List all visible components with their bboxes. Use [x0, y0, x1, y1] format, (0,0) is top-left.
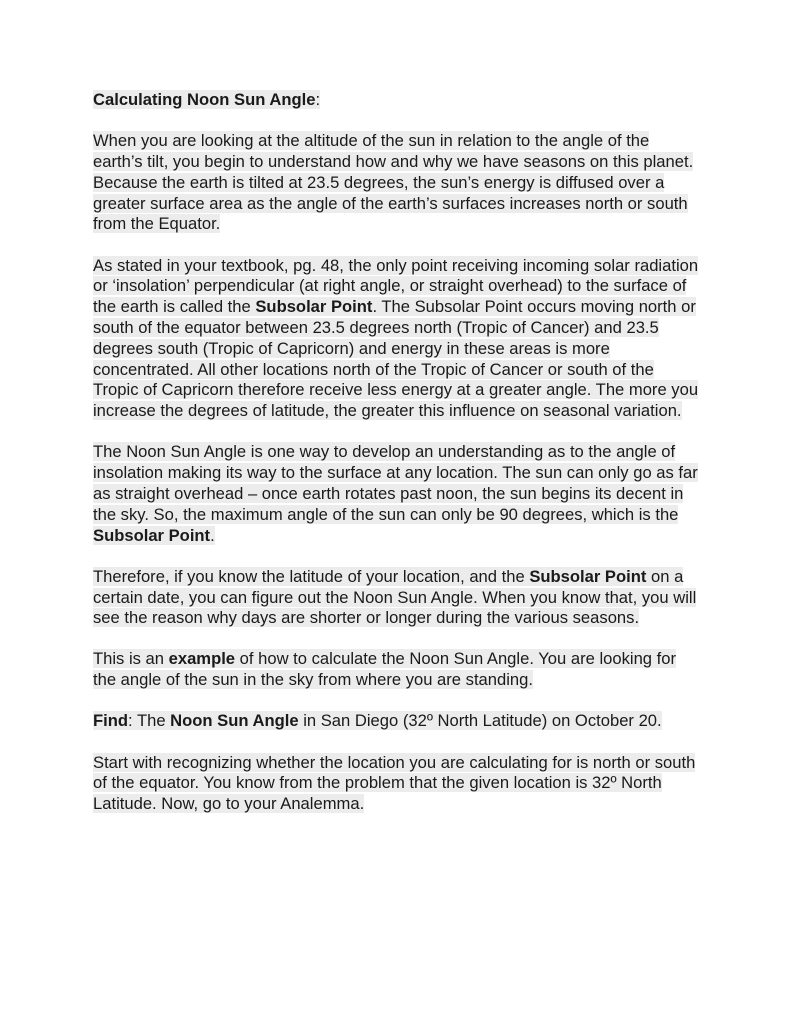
paragraph-example-text-1: This is an [93, 649, 169, 669]
document-page [93, 90, 701, 835]
paragraph-subsolar-point-text-1: As stated in your textbook, pg. 48, the only point receiving incoming solar radiation or ‘insolation’ perpendicular (at right angle, or straight overhead) to the surface of the earth is called the [93, 255, 699, 317]
paragraph-example [93, 649, 701, 691]
paragraph-find [93, 711, 701, 732]
example-term: example [168, 649, 236, 669]
paragraph-find-text-1: : The [128, 711, 171, 731]
heading-title: Calculating Noon Sun Angle [93, 90, 316, 109]
heading [93, 90, 701, 111]
paragraph-noon-sun-angle-text-2: . [210, 525, 215, 545]
find-label: Find [93, 711, 129, 731]
paragraph-latitude [93, 567, 701, 629]
paragraph-noon-sun-angle [93, 442, 701, 546]
paragraph-start-text: Start with recognizing whether the location you are calculating for is north or south of the equator. You know from the problem that the given location is 32º North Latitude. Now, go to your Analemma. [93, 752, 696, 814]
paragraph-start [93, 753, 701, 815]
paragraph-earth-tilt [93, 131, 701, 235]
paragraph-example-text-2: of how to calculate the Noon Sun Angle. You are looking for the angle of the sun in the sky from where you are standing. [93, 649, 677, 690]
paragraph-latitude-text-2: on a certain date, you can figure out the Noon Sun Angle. When you know that, you will see the reason why days are shorter or longer during the various seasons. [93, 566, 697, 628]
subsolar-point-term: Subsolar Point [255, 297, 373, 317]
noon-sun-angle-term: Noon Sun Angle [170, 711, 299, 731]
paragraph-subsolar-point [93, 256, 701, 422]
paragraph-subsolar-point-text-2: . The Subsolar Point occurs moving north or south of the equator between 23.5 degrees north (Tropic of Cancer) and 23.5 degrees south (Tropic of Capricorn) and energy in these areas is more concentrated. All other locations north of the Tropic of Cancer or south of the Tropic of Capricorn therefore receive less energy at a greater angle. The more you increase the degrees of latitude, the greater this influence on seasonal variation. [93, 297, 699, 421]
paragraph-noon-sun-angle-text-1: The Noon Sun Angle is one way to develop an understanding as to the angle of insolation making its way to the surface at any location. The sun can only go as far as straight overhead – once earth rotates past noon, the sun begins its decent in the sky. So, the maximum angle of the sun can only be 90 degrees, which is the [93, 442, 698, 524]
paragraph-find-text-2: in San Diego (32º North Latitude) on October 20. [298, 711, 662, 731]
paragraph-earth-tilt-text: When you are looking at the altitude of the sun in relation to the angle of the earth’s tilt, you begin to understand how and why we have seasons on this planet. Because the earth is tilted at 23.5 degrees, the sun’s energy is diffused over a greater surface area as the angle of the earth’s surfaces increases north or south from the Equator. [93, 131, 694, 234]
heading-colon: : [315, 90, 321, 109]
subsolar-point-term: Subsolar Point [529, 566, 647, 586]
paragraph-latitude-text-1: Therefore, if you know the latitude of your location, and the [93, 566, 530, 586]
subsolar-point-term: Subsolar Point [93, 525, 211, 545]
